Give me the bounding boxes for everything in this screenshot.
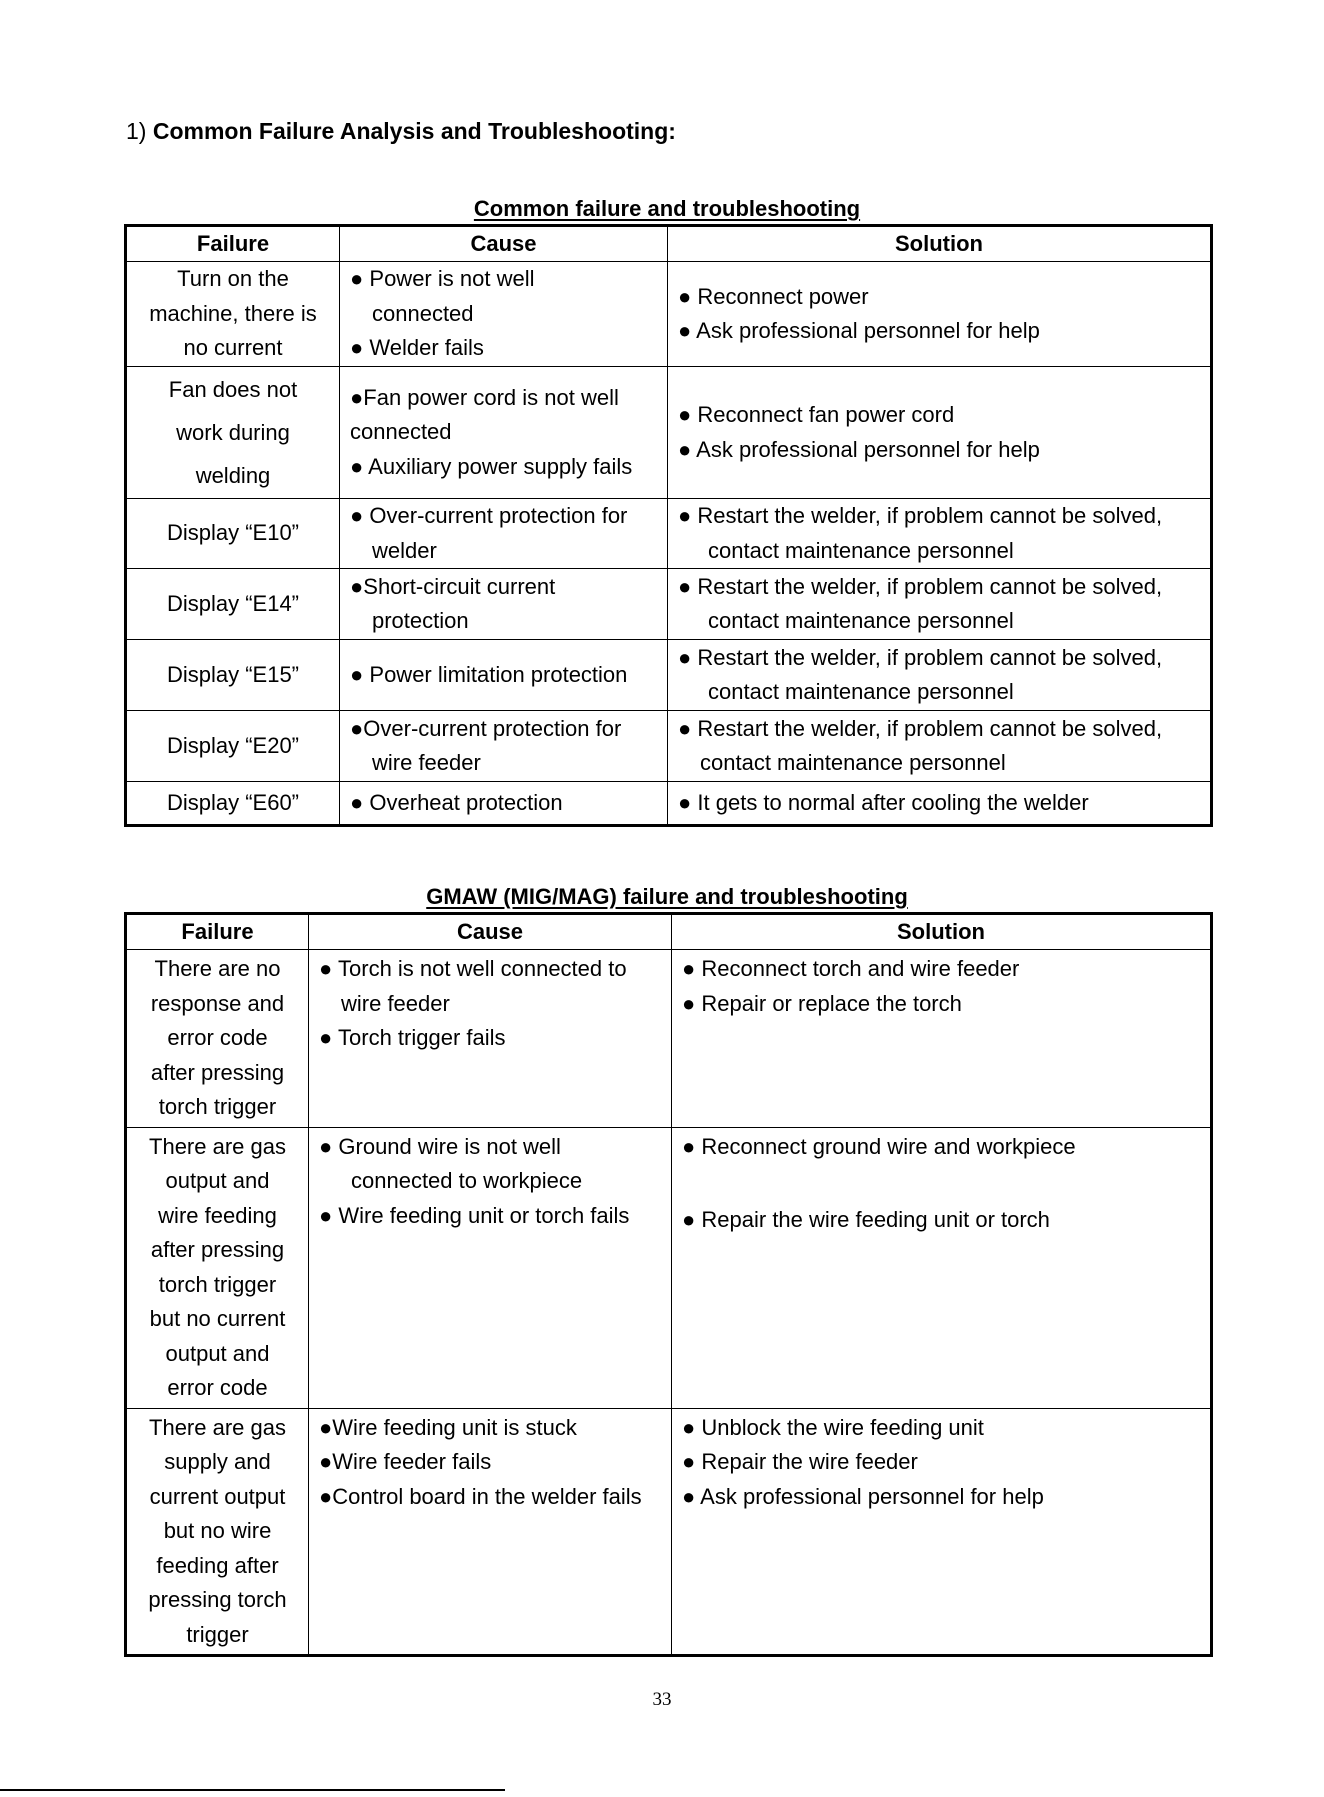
column-header-cause: Cause — [340, 226, 668, 262]
table-row — [126, 499, 1212, 569]
cause-cell: ●Short-circuit current protection — [340, 569, 668, 640]
solution-cell: ● Restart the welder, if problem cannot be solved, contact maintenance personnel — [668, 711, 1212, 782]
solution-cell: ● Restart the welder, if problem cannot be solved, contact maintenance personnel — [668, 499, 1212, 569]
failure-cell: Fan does not work during welding — [126, 367, 340, 499]
cause-cell: ●Wire feeding unit is stuck ●Wire feeder fails ●Control board in the welder fails — [309, 1408, 672, 1656]
footer-rule — [0, 1789, 505, 1791]
section-heading — [126, 118, 676, 145]
failure-cell: There are gas output and wire feeding after pressing torch trigger but no current output and error code — [126, 1127, 309, 1408]
solution-cell: ● It gets to normal after cooling the welder — [668, 782, 1212, 826]
table-header-row — [126, 226, 1212, 262]
table-header-row — [126, 914, 1212, 950]
column-header-failure: Failure — [126, 226, 340, 262]
column-header-failure: Failure — [126, 914, 309, 950]
table-row — [126, 1408, 1212, 1656]
solution-cell: ● Reconnect fan power cord ● Ask professional personnel for help — [668, 367, 1212, 499]
column-header-cause: Cause — [309, 914, 672, 950]
table-row — [126, 262, 1212, 367]
column-header-solution: Solution — [668, 226, 1212, 262]
table-caption-gmaw: GMAW (MIG/MAG) failure and troubleshooting — [426, 884, 908, 909]
solution-cell: ● Reconnect power ● Ask professional personnel for help — [668, 262, 1212, 367]
cause-cell: ●Over-current protection for wire feeder — [340, 711, 668, 782]
table-caption-common: Common failure and troubleshooting — [473, 196, 861, 221]
cause-cell: ●Fan power cord is not well connected ● Auxiliary power supply fails — [340, 367, 668, 499]
solution-cell: ● Reconnect ground wire and workpiece ● Repair the wire feeding unit or torch — [672, 1127, 1212, 1408]
cause-cell: ● Ground wire is not well connected to workpiece ● Wire feeding unit or torch fails — [309, 1127, 672, 1408]
solution-cell: ● Restart the welder, if problem cannot be solved, contact maintenance personnel — [668, 640, 1212, 711]
table-row — [126, 950, 1212, 1128]
table-row — [126, 782, 1212, 826]
column-header-solution: Solution — [672, 914, 1212, 950]
cause-cell: ● Overheat protection — [340, 782, 668, 826]
failure-cell: Display “E60” — [126, 782, 340, 826]
failure-cell: Display “E10” — [126, 499, 340, 569]
common-failure-table — [124, 224, 1213, 827]
cause-cell: ● Power is not well connected ● Welder fails — [340, 262, 668, 367]
table-row — [126, 640, 1212, 711]
page-number: 33 — [652, 1689, 672, 1710]
solution-cell: ● Reconnect torch and wire feeder ● Repair or replace the torch — [672, 950, 1212, 1128]
section-number: 1) — [126, 118, 147, 144]
failure-cell: Display “E20” — [126, 711, 340, 782]
cause-cell: ● Over-current protection for welder — [340, 499, 668, 569]
table-row — [126, 367, 1212, 499]
table-row — [126, 569, 1212, 640]
failure-cell: Display “E15” — [126, 640, 340, 711]
failure-cell: There are gas supply and current output but no wire feeding after pressing torch trigger — [126, 1408, 309, 1656]
solution-cell: ● Unblock the wire feeding unit ● Repair the wire feeder ● Ask professional personnel for help — [672, 1408, 1212, 1656]
table-row — [126, 1127, 1212, 1408]
failure-cell: There are no response and error code after pressing torch trigger — [126, 950, 309, 1128]
failure-cell: Display “E14” — [126, 569, 340, 640]
table-row — [126, 711, 1212, 782]
solution-cell: ● Restart the welder, if problem cannot be solved, contact maintenance personnel — [668, 569, 1212, 640]
cause-cell: ● Torch is not well connected to wire feeder ● Torch trigger fails — [309, 950, 672, 1128]
cause-cell: ● Power limitation protection — [340, 640, 668, 711]
gmaw-failure-table — [124, 912, 1213, 1657]
section-title: Common Failure Analysis and Troubleshooting: — [152, 118, 676, 144]
failure-cell: Turn on the machine, there is no current — [126, 262, 340, 367]
